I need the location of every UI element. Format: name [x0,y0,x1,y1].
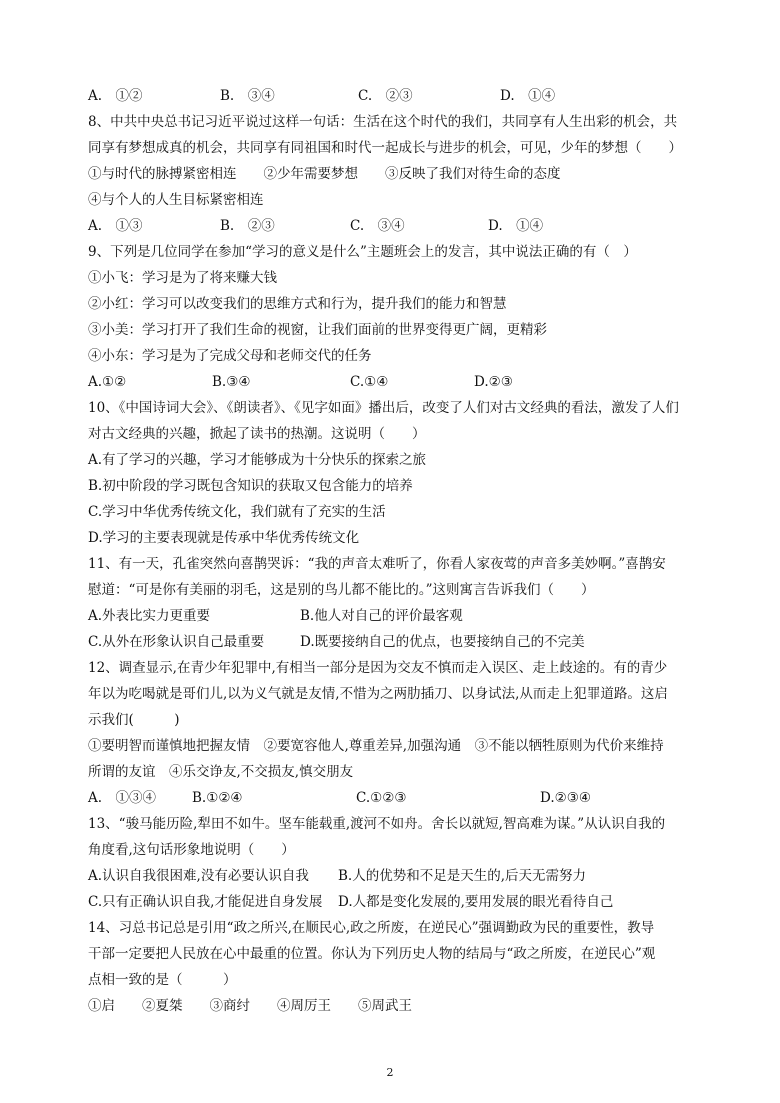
q12-statements-line-1: ①要明智而谨慎地把握友情 ②要宽容他人,尊重差异,加强沟通 ③不能以牺牲原则为代价来维持 [88,738,664,754]
q11-stem-line-1: 11、有一天，孔雀突然向喜鹊哭诉：“我的声音太难听了，你看人家夜莺的声音多美妙啊。”喜鹊安 [88,556,666,572]
q12-option-d: D.②③④ [540,790,591,806]
q14-stem-line-2: 干部一定要把人民放在心中最重的位置。你认为下列历史人物的结局与“政之所废，在逆民心”观 [88,946,656,962]
q9-option-c: C.①④ [350,374,389,390]
q9-statement-3: ③小美：学习打开了我们生命的视窗，让我们面前的世界变得更广阔，更精彩 [88,322,547,338]
q10-stem-line-2: 对古文经典的兴趣，掀起了读书的热潮。这说明（ ） [88,426,426,442]
q13-option-c: C.只有正确认识自我,才能促进自身发展 [88,894,323,910]
page-number: 2 [386,1066,394,1079]
q10-stem-line-1: 10、《中国诗词大会》、《朗读者》、《见字如面》播出后，改变了人们对古文经典的看法，激发了人们 [88,400,679,416]
q7-option-a: A. ①② [88,88,143,104]
q8-statements-line-1: ①与时代的脉搏紧密相连 ②少年需要梦想 ③反映了我们对待生命的态度 [88,166,561,182]
q10-option-d: D.学习的主要表现就是传承中华优秀传统文化 [88,530,360,546]
q13-option-a: A.认识自我很困难,没有必要认识自我 [88,868,309,884]
q10-option-a: A.有了学习的兴趣，学习才能够成为十分快乐的探索之旅 [88,452,427,468]
q8-option-b: B. ②③ [220,218,275,234]
q11-option-b: B.他人对自己的评价最客观 [300,608,463,624]
q11-option-d: D.既要接纳自己的优点，也要接纳自己的不完美 [300,634,585,650]
q11-option-a: A.外表比实力更重要 [88,608,211,624]
q8-stem-line-2: 同享有梦想成真的机会，共同享有同祖国和时代一起成长与进步的机会，可见，少年的梦想（ ） [88,140,682,156]
q7-option-c: C. ②③ [358,88,413,104]
q12-stem-line-3: 示我们( ) [88,712,180,728]
q10-option-c: C.学习中华优秀传统文化，我们就有了充实的生活 [88,504,386,520]
q9-statement-1: ①小飞：学习是为了将来赚大钱 [88,270,277,286]
q8-option-c: C. ③④ [350,218,405,234]
q9-statement-2: ②小红：学习可以改变我们的思维方式和行为，提升我们的能力和智慧 [88,296,507,312]
q9-stem: 9、下列是几位同学在参加“学习的意义是什么”主题班会上的发言，其中说法正确的有（ ） [88,244,637,260]
q13-option-d: D.人都是变化发展的,要用发展的眼光看待自己 [338,894,614,910]
q12-option-a: A. ①③④ [88,790,157,806]
q14-stem-line-3: 点相一致的是（ ） [88,972,237,988]
q12-statements-line-2: 所谓的友谊 ④乐交诤友,不交损友,慎交朋友 [88,764,354,780]
q14-statements: ①启 ②夏桀 ③商纣 ④周厉王 ⑤周武王 [88,998,412,1014]
q7-option-d: D. ①④ [500,88,556,104]
q14-stem-line-1: 14、习总书记总是引用“政之所兴,在顺民心,政之所废，在逆民心”强调勤政为民的重要性，教导 [88,920,655,936]
q7-option-b: B. ③④ [220,88,275,104]
q10-option-b: B.初中阶段的学习既包含知识的获取又包含能力的培养 [88,478,413,494]
q12-stem-line-1: 12、调查显示,在青少年犯罪中,有相当一部分是因为交友不慎而走入误区、走上歧途的。有的青少 [88,660,668,676]
q9-option-b: B.③④ [212,374,251,390]
q13-stem-line-1: 13、“骏马能历险,犁田不如牛。坚车能载重,渡河不如舟。舍长以就短,智高难为谋。”从认识自我的 [88,816,666,832]
q13-option-b: B.人的优势和不足是天生的,后天无需努力 [338,868,587,884]
q12-option-b: B.①②④ [192,790,243,806]
q9-option-d: D.②③ [474,374,513,390]
q13-stem-line-2: 角度看,这句话形象地说明（ ） [88,842,295,858]
q9-statement-4: ④小东：学习是为了完成父母和老师交代的任务 [88,348,372,364]
q9-option-a: A.①② [88,374,127,390]
q12-stem-line-2: 年以为吃喝就是哥们儿,以为义气就是友情,不惜为之两肋插刀、以身试法,从而走上犯罪道路。这启 [88,686,668,702]
q8-stem-line-1: 8、中共中央总书记习近平说过这样一句话：生活在这个时代的我们，共同享有人生出彩的机会，共 [88,114,678,130]
q12-option-c: C.①②③ [356,790,407,806]
q11-stem-line-2: 慰道：“可是你有美丽的羽毛，这是别的鸟儿都不能比的。”这则寓言告诉我们（ ） [88,582,595,598]
q8-option-d: D. ①④ [488,218,544,234]
q11-option-c: C.从外在形象认识自己最重要 [88,634,265,650]
q8-statements-line-2: ④与个人的人生目标紧密相连 [88,192,264,208]
q8-option-a: A. ①③ [88,218,143,234]
